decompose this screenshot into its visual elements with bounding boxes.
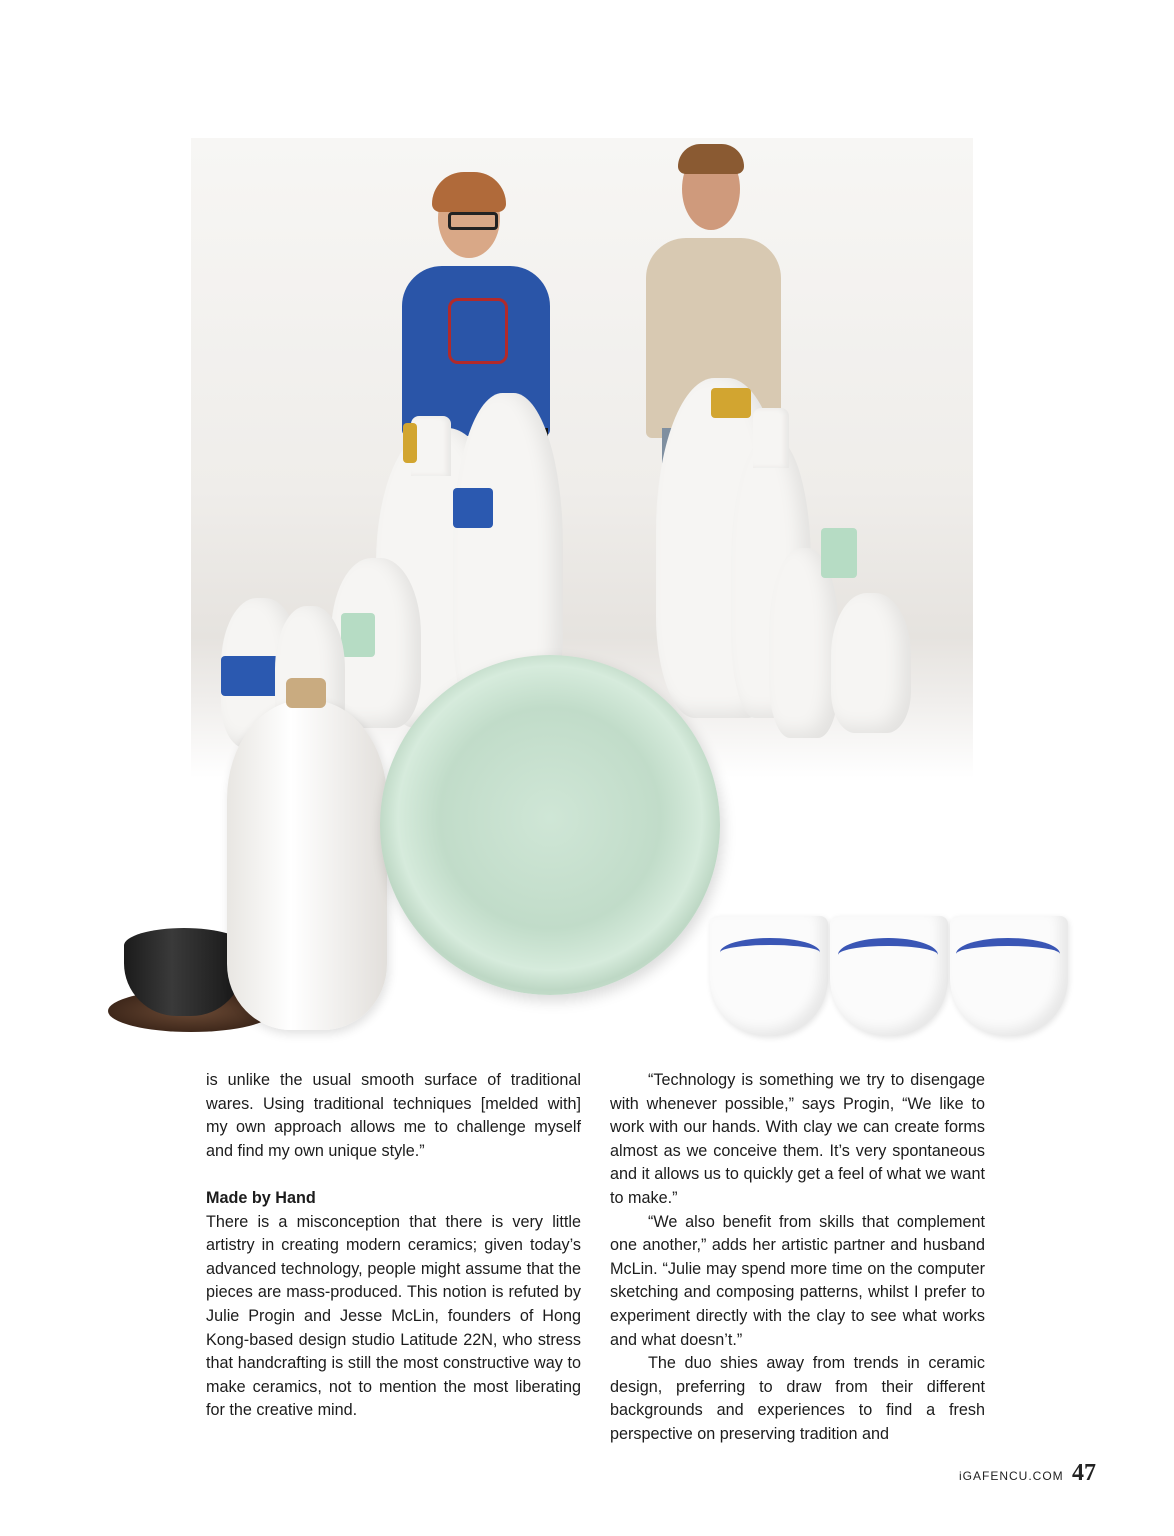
site-url: iGAFENCU.COM: [958, 1469, 1064, 1483]
section-heading: Made by Hand: [206, 1188, 316, 1207]
vase-neck: [411, 416, 451, 476]
celadon-plate: [380, 655, 720, 995]
continued-paragraph: is unlike the usual smooth surface of traditional wares. Using traditional techniques [melded with] my own approach allows me to challenge myself and find my own unique style.”: [206, 1071, 581, 1160]
gold-patch: [711, 388, 751, 418]
vase: [831, 593, 911, 733]
green-patch: [821, 528, 857, 578]
left-column: [206, 1069, 581, 1423]
blue-pattern-cup: [950, 916, 1068, 1036]
green-patch: [341, 613, 375, 657]
cork-stopper: [286, 678, 326, 708]
body-paragraph: “Technology is something we try to disengage with whenever possible,” says Progin, “We like to work with our hands. With clay we can create forms almost as we conceive them. It’s very spontaneous and it allows us to quickly get a feel of what we want to make.”: [610, 1071, 985, 1207]
blue-patch: [453, 488, 493, 528]
page-footer: [959, 1460, 1096, 1487]
blue-patch: [221, 656, 281, 696]
blue-pattern-cup: [710, 916, 828, 1036]
black-tea-bowl: [124, 928, 244, 1016]
body-paragraph: The duo shies away from trends in ceramic design, preferring to draw from their different backgrounds and experiences to find a fresh perspective on preserving tradition and: [610, 1354, 985, 1443]
blue-pattern-cup: [830, 916, 948, 1036]
body-paragraph: “We also benefit from skills that complement one another,” adds her artistic partner and husband McLin. “Julie may spend more time on the computer sketching and composing patterns, whilst I prefer to experiment directly with the clay to see what works and what doesn’t.”: [610, 1212, 985, 1349]
right-column: [610, 1069, 985, 1447]
page-number: 47: [1072, 1460, 1096, 1486]
gold-patch: [403, 423, 417, 463]
white-bottle: [227, 700, 387, 1030]
body-paragraph: There is a misconception that there is very little artistry in creating modern ceramics; given today’s advanced technology, people might assume that the pieces are mass-produced. This notion is refuted by Julie Progin and Jesse McLin, founders of Hong Kong-based design studio Latitude 22N, who stress that handcrafting is still the most constructive way to make ceramics, not to mention the most liberating for the creative mind.: [206, 1212, 581, 1420]
vase-neck: [753, 408, 789, 468]
